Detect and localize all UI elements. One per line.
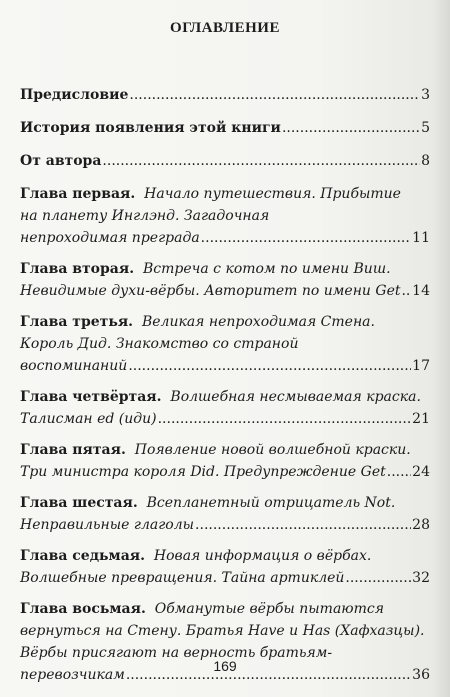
chapter-desc-line: Король Дид. Знакомство со страной — [20, 336, 299, 352]
toc-entry-page: 5 — [421, 120, 430, 136]
chapter-desc-line: перевозчикам — [20, 667, 125, 683]
chapter-desc-line: воспоминаний — [20, 358, 128, 374]
table-of-contents — [20, 84, 430, 686]
toc-entry-page: 21 — [412, 411, 430, 427]
chapter-desc-line: Волшебные превращения. Тайна артиклей — [20, 570, 345, 586]
toc-entry-page: 32 — [412, 570, 430, 586]
toc-entry-chapter-1[interactable] — [20, 183, 430, 249]
chapter-desc-line: непроходимая преграда — [20, 230, 200, 246]
toc-entry-label: История появления этой книги — [20, 120, 281, 136]
toc-entry-page: 36 — [412, 667, 430, 683]
toc-entry-chapter-5[interactable] — [20, 439, 430, 483]
chapter-heading: Глава восьмая. — [20, 601, 146, 617]
chapter-desc-line: Талисман ed (иди) — [20, 411, 157, 427]
toc-entry-book-history[interactable] — [20, 117, 430, 139]
chapter-heading: Глава вторая. — [20, 261, 135, 277]
chapter-desc-line: Появление новой волшебной краски. — [134, 442, 411, 458]
toc-entry-page: 24 — [412, 464, 430, 480]
leader-dots — [158, 408, 412, 430]
chapter-desc-line: Обманутые вёрбы пытаются — [154, 601, 385, 617]
chapter-desc-line: Всепланетный отрицатель Not. — [146, 495, 396, 511]
toc-entry-page: 28 — [412, 517, 430, 533]
chapter-heading: Глава третья. — [20, 314, 134, 330]
chapter-heading: Глава шестая. — [20, 495, 138, 511]
leader-dots — [201, 227, 412, 249]
leader-dots — [128, 355, 411, 377]
chapter-desc-line: Встреча с котом по имени Виш. — [143, 261, 391, 277]
chapter-desc-line: Новая информация о вёрбах. — [153, 548, 372, 564]
toc-entry-chapter-4[interactable] — [20, 386, 430, 430]
leader-dots — [345, 567, 411, 589]
toc-entry-page: 11 — [412, 230, 430, 246]
chapter-heading: Глава пятая. — [20, 442, 126, 458]
leader-dots — [129, 84, 420, 106]
leader-dots — [195, 514, 411, 536]
chapter-heading: Глава седьмая. — [20, 548, 145, 564]
chapter-desc-line: Три министра короля Did. Предупреждение Get — [20, 464, 386, 480]
toc-entry-chapter-2[interactable] — [20, 258, 430, 302]
chapter-desc-line: Вёрбы присягают на верность братьям- — [20, 645, 333, 661]
page-number: 169 — [213, 658, 237, 674]
toc-entry-page: 17 — [412, 358, 430, 374]
leader-dots — [102, 150, 420, 172]
chapter-desc-line: на планету Инглэнд. Загадочная — [20, 208, 270, 224]
leader-dots — [387, 461, 411, 483]
toc-entry-preface[interactable] — [20, 84, 430, 106]
chapter-heading: Глава четвёртая. — [20, 389, 162, 405]
toc-entry-page: 8 — [421, 153, 430, 169]
toc-title: ОГЛАВЛЕНИЕ — [170, 20, 280, 36]
chapter-desc-line: Начало путешествия. Прибытие — [144, 186, 401, 202]
toc-entry-from-author[interactable] — [20, 150, 430, 172]
toc-entry-page: 3 — [421, 87, 430, 103]
leader-dots — [401, 280, 411, 302]
chapter-desc-line: вернуться на Стену. Братья Have и Has (Хафхазцы). — [20, 623, 425, 639]
toc-entry-chapter-3[interactable] — [20, 311, 430, 377]
leader-dots — [282, 117, 420, 139]
chapter-desc-line: Невидимые духи-вёрбы. Авторитет по имени Get — [20, 283, 401, 299]
toc-entry-label: Предисловие — [20, 87, 129, 103]
chapter-desc-line: Волшебная несмываемая краска. — [170, 389, 421, 405]
toc-entry-chapter-6[interactable] — [20, 492, 430, 536]
chapter-desc-line: Неправильные глаголы — [20, 517, 195, 533]
chapter-heading: Глава первая. — [20, 186, 136, 202]
toc-entry-page: 14 — [412, 283, 430, 299]
toc-entry-chapter-7[interactable] — [20, 545, 430, 589]
toc-entry-label: От автора — [20, 153, 102, 169]
chapter-desc-line: Великая непроходимая Стена. — [141, 314, 375, 330]
